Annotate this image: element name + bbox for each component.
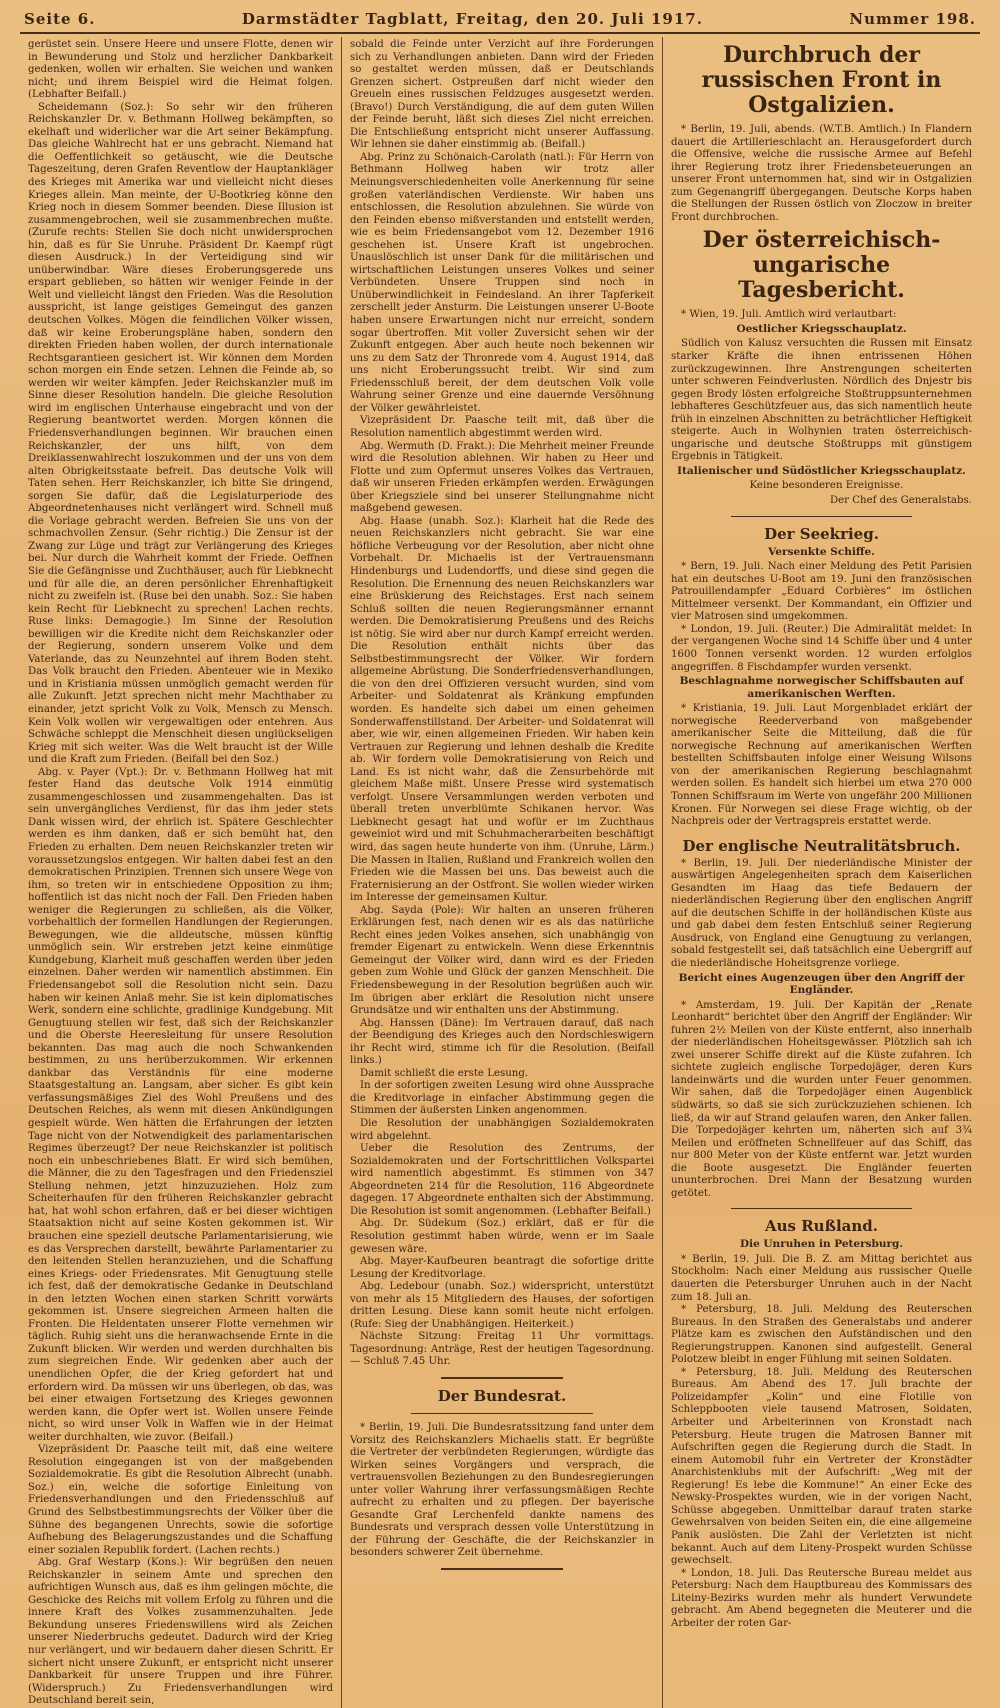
article-columns — [20, 37, 980, 1707]
paragraph: * Berlin, 19. Juli. Die B. Z. am Mittag berichtet aus Stockholm: Nach einer Meldung aus russischer Quelle dauerten die Petersburger Unruhen auch in der Nacht zum 18. Juli an. — [671, 1253, 972, 1303]
section-divider — [441, 1377, 563, 1379]
paragraph: * Berlin, 19. Juli. Die Bundesratssitzung fand unter dem Vorsitz des Reichskanzlers Michaelis statt. Er begrüßte die Vertreter der verbündeten Regierungen, würdigte das Wirken seines Vorgängers und versprach, die vertrauensvollen Beziehungen zu den Bundesregierungen unter voller Wahrung ihrer verfassungsmäßigen Rechte aufrecht zu erhalten und zu pflegen. Der bayerische Gesandte Graf Lerchenfeld dankte namens des Bundesrats und versprach dessen volle Unterstützung in der Führung der Geschäfte, die der Reichskanzler in besonders schwerer Zeit übernehme. — [350, 1421, 654, 1559]
paragraph: * Berlin, 19. Juli, abends. (W.T.B. Amtlich.) In Flandern dauert die Artillerieschlacht an. Herausgefordert durch die Offensive, welche die russische Armee auf Befehl ihrer Regierung trotz ihrer Friedensbeteuerungen an unserer Front unternommen hat, sind wir in Ostgalizien zum Gegenangriff übergegangen. Deutsche Korps haben die Stellungen der Russen östlich von Zloczow in breiter Front durchbrochen. — [671, 124, 972, 223]
paragraph: * Bern, 19. Juli. Nach einer Meldung des Petit Parisien hat ein deutsches U-Boot am 19. Juni den französischen Patrouillendampfer „Eduard Corbières“ im östlichen Mittelmeer versenkt. Der Kommandant, ein Offizier und vier Matrosen sind umgekommen. — [671, 561, 972, 623]
headline-front-breakthrough: Durchbruch der russischen Front in Ostgalizien. — [701, 42, 942, 118]
column-left — [20, 37, 341, 1708]
paragraph: Vizepräsident Dr. Paasche teilt mit, daß eine weitere Resolution eingegangen ist von der maßgebenden Sozialdemokratie. Es gibt die Resolution Albrecht (unabh. Soz.) ein, welche die sofortige Einleitung von Friedensverhandlungen und den Friedensschluß auf Grund des Selbstbestimmungsrechts der Völker über die Sühne des begangenen Unrechts, sowie die sofortige Aufhebung des Belagerungszustandes und die Schaffung einer sozialen Republik fordert. (Lachen rechts.) — [28, 1444, 333, 1556]
section-heading-bundesrat: Der Bundesrat. — [437, 1386, 567, 1405]
section-heading-russia: Aus Rußland. — [764, 1217, 878, 1236]
paragraph: Abg. Ledebour (unabh. Soz.) widerspricht, unterstützt von mehr als 15 Mitgliedern des Hauses, der sofortigen dritten Lesung. Diese kann somit heute nicht erfolgen. (Rufe: Sieg der Unabhängigen. Heiterkeit.) — [350, 1281, 654, 1330]
paragraph: Abg. Prinz zu Schönaich-Carolath (natl.): Für Herrn von Bethmann Hollweg haben wir trotz aller Meinungsverschiedenheiten volle Anerkennung für seine großen vaterländischen Verdienste. Wir haben uns entschlossen, die Resolution abzulehnen. Sie würde von den Feinden ebenso mißverstanden und entstellt werden, wie es beim Friedensangebot vom 12. Dezember 1916 geschehen ist. Unsere Kraft ist ungebrochen. Unauslöschlich ist unser Dank für die militärischen und wirtschaftlichen Leistungen unseres Volkes und seiner Verbündeten. Unsere Truppen sind noch in Unüberwindlichkeit in Feindesland. An ihrer Tapferkeit zerschellt jeder Ansturm. Die Leistungen unserer U-Boote haben unsere Erwartungen nicht nur erreicht, sondern sogar übertroffen. Mit voller Zuversicht sehen wir der Zukunft entgegen. Aber auch heute noch bekennen wir uns zu dem Satz der Thronrede vom 4. August 1914, daß uns nicht Eroberungssucht treibt. Wir sind zum Friedensschluß bereit, der dem deutschen Volk volle Wahrung seiner Grenze und eine dauernde Versöhnung der Völker gewährleistet. — [350, 151, 654, 414]
paragraph: Abg. Sayda (Pole): Wir halten an unseren früheren Erklärungen fest, nach denen wir es als das natürliche Recht eines jeden Volkes ansehen, sich unabhängig von fremder Eigenart zu entwickeln. Wenn diese Erkenntnis Gemeingut der Völker wird, dann wird es der Frieden geben zum Wohle und Glück der ganzen Menschheit. Die Friedensbewegung in der Resolution begrüßen auch wir. Im übrigen aber erklärt die Resolution nicht unsere Grundsätze und wir enthalten uns der Abstimmung. — [350, 904, 654, 1017]
paragraph: Die Resolution der unabhängigen Sozialdemokraten wird abgelehnt. — [350, 1118, 654, 1142]
paragraph: * Kristiania, 19. Juli. Laut Morgenbladet erklärt der norwegische Reederverband von maßgebender amerikanischer Seite die Mitteilung, daß die für norwegische Rechnung auf amerikanischen Werften bestellten Schiffsbauten infolge einer Weisung Wilsons von der amerikanischen Regierung beschlagnahmt werden sollen. Es handelt sich hierbei um etwa 270 000 Tonnen Schiffsraum im Werte von ungefähr 200 Millionen Kronen. Für Norwegen sei diese Frage wichtig, ob der Nachpreis oder der Vertragspreis erstattet werde. — [671, 703, 972, 828]
paragraph: sobald die Feinde unter Verzicht auf ihre Forderungen sich zu Verhandlungen anbieten. Dann wird der Frieden so gestaltet werden müssen, daß er Deutschlands Grenzen sichert. Ostpreußen darf nicht wieder den Greueln eines russischen Feldzuges ausgesetzt werden. (Bravo!) Durch Verständigung, die auf dem guten Willen der Feinde beruht, läßt sich dieses Ziel nicht erreichen. Die Entschließung entspricht nicht unserer Auffassung. Wir lehnen sie daher einstimmig ab. (Beifall.) — [350, 39, 654, 151]
masthead — [20, 8, 980, 34]
paragraph: Abg. Hanssen (Däne): Im Vertrauen darauf, daß nach der Beendigung des Krieges auch den Nordschleswigern ihr Recht wird, stimme ich für die Resolution. (Beifall links.) — [350, 1017, 654, 1067]
subheading-sunk-ships: Versenkte Schiffe. — [768, 545, 875, 558]
paragraph: * Petersburg, 18. Juli. Meldung des Reuterschen Bureaus. In den Straßen des Generalstabs und anderer Plätze kam es zwischen den Aufständischen und den Regierungstruppen. Kanonen sind aufgestellt. General Polotzew bleibt in enger Fühlung mit seinen Soldaten. — [671, 1304, 972, 1366]
newspaper-title-date: Darmstädter Tagblatt, Freitag, den 20. Juli 1917. — [241, 10, 703, 28]
paragraph: * Petersburg, 18. Juli. Meldung des Reuterschen Bureaus. Am Abend des 17. Juli brachte der Polizeidampfer „Kolin“ und eine Flotille von Schleppbooten viele tausend Matrosen, Soldaten, Arbeiter und Arbeiterinnen von Kronstadt nach Petersburg. Heute trugen die Matrosen Banner mit Aufschriften gegen die Regierung durch die Stadt. In einem Automobil fuhr ein Vertreter der Kronstädter Anarchistenklubs mit der Aufschrift: „Weg mit der Regierung! Es lebe die Kommune!“ An einer Ecke des Newsky-Prospektes wurden, wie in der vorigen Nacht, Schüsse abgegeben. Unmittelbar darauf traten starke Gewehrsalven von beiden Seiten ein, die eine allgemeine Panik auslösten. Die Zahl der Verletzten ist nicht bekannt. Auch auf dem Liteny-Prospekt wurden Schüsse gewechselt. — [671, 1366, 972, 1567]
paragraph: Scheidemann (Soz.): So sehr wir den früheren Reichskanzler Dr. v. Bethmann Hollweg bekämpften, so ekelhaft und widerlicher war die Art seiner Bekämpfung. Das gleiche Wahlrecht hat er uns gebracht. Niemand hat die Oeffentlichkeit so getäuscht, wie die Deutsche Tageszeitung, deren Grafen Reventlow der Hauptankläger des Krieges mit Amerika war und vielleicht nicht dieses Krieges allein. Man meinte, der U-Bootkrieg könne den Krieg noch in diesem Sommer beenden. Diese Illusion ist zusammengebrochen, weil sie zusammenbrechen mußte. (Zurufe rechts: Stellen Sie doch nicht unwidersprochen hin, daß es für Sie Unruhe. Präsident Dr. Kaempf rügt diesen Ausdruck.) In der Verteidigung sind wir unüberwindbar. Wäre dieses Eroberungsgerede uns erspart geblieben, so hätten wir weniger Feinde in der Welt und vielleicht längst den Frieden. Was die Resolution ausspricht, ist lange geistiges Gemeingut des ganzen deutschen Volkes. Mögen die feindlichen Völker wissen, daß wir keine Eroberungspläne haben, sondern den direkten Frieden haben wollen, der durch internationale Rechtsgarantieen gesichert ist. Wir können dem Morden schon morgen ein Ende setzen. Lehnen die Feinde ab, so werden wir weiter kämpfen. Jeder Reichskanzler muß im Sinne dieser Resolution handeln. Die gleiche Resolution wird im englischen Unterhause eingebracht und von der Regierung beantwortet werden. Morgen können die Friedensverhandlungen beginnen. Wir brauchen einen Reichskanzler, der uns hilft, von dem Dreiklassenwahlrecht loszukommen und der uns von dem alten Obrigkeitsstaate befreit. Das deutsche Volk will Taten sehen. Herr Reichskanzler, ich bitte Sie dringend, sorgen Sie dafür, daß die Legislaturperiode des Abgeordnetenhauses nicht verlängert wird. Schnell muß die Vorlage gebracht werden. Befreien Sie uns von der schmachvollen Zensur. (Sehr richtig.) Die Zensur ist der Zwang zur Lüge und trägt zur Verlängerung des Krieges bei. Nur durch die Wahrheit kommt der Friede. Oeffnen Sie die Gefängnisse und Zuchthäuser, auch für Liebknecht und für alle die, an deren persönlicher Ehrenhaftigkeit nicht zu zweifeln ist. (Ruse bei den unabh. Soz.: Sie haben kein Recht für Liebknecht zu sprechen! Lachen rechts. Ruse links: Demagogie.) Im Sinne der Resolution bewilligen wir die Kredite nicht dem Reichskanzler oder der Regierung, sondern unserem Volke und dem Vaterlande, das zu Neunzehntel auf ihrem Boden steht. Das Volk braucht den Frieden. Abenteuer wie in Mexiko und in Kristiania müssen unmöglich gemacht werden für alle Zukunft. Jetzt sprechen nicht mehr Machthaber zu einander, jetzt spricht Volk zu Volk, Mensch zu Mensch. Kein Volk wollen wir vergewaltigen oder entehren. Aus Schwäche schleppt die Menschheit diesen unglückseligen Krieg mit sich weiter. Was die Welt braucht ist der Wille und die Kraft zum Frieden. (Beifall bei den Soz.) — [28, 101, 333, 766]
issue-number: Nummer 198. — [849, 10, 976, 28]
paragraph: Südlich von Kalusz versuchten die Russen mit Einsatz starker Kräfte die ihnen entrissenen Höhen zurückzugewinnen. Ihre Anstrengungen scheiterten unter schweren Feindverlusten. Nördlich des Dnjestr bis gegen Brody lösten erfolgreiche Stoßtruppsunternehmen lebhafteres Geschützfeuer aus, das sich namentlich heute früh in einzelnen Abschnitten zu beträchtlicher Heftigkeit steigerte. Auch in Wolhynien traten österreichisch-ungarische und deutsche Stoßtrupps mit günstigem Ergebnis in Tätigkeit. — [671, 338, 972, 463]
paragraph: Abg. Haase (unabh. Soz.): Klarheit hat die Rede des neuen Reichskanzlers nicht gebracht. Sie war eine höfliche Verbeugung vor der Resolution, aber nicht ohne Vorbehalt. Dr. Michaelis ist der Vertrauensmann Hindenburgs und Ludendorffs, und diese sind gegen die Resolution. Die Ernennung des neuen Reichskanzlers war eine Brüskierung des Reichstages. Erst nach seinem Schluß sollten die neuen Regierungsmänner ernannt werden. Die Demokratisierung Preußens und des Reichs ist nötig. Sie wird aber nur durch Kampf erreicht werden. Die Resolution enthält nichts über das Selbstbestimmungsrecht der Völker. Wir fordern allgemeine Abrüstung. Die Sonderfriedensverhandlungen, die von den drei Offizieren versucht wurden, sind vom Arbeiter- und Soldatenrat als Kränkung empfunden worden. Es handelte sich dabei um einen geheimen Sonderwaffenstillstand. Der Arbeiter- und Soldatenrat will aber, wie wir, einen allgemeinen Frieden. Wir haben kein Vertrauen zur Regierung und lehnen deshalb die Kredite ab. Wir fordern volle Demokratisierung von Reich und Land. Es ist nicht wahr, daß die Zensurbehörde mit gleichem Maße mißt. Unsere Presse wird systematisch verfolgt. Unsere Versammlungen werden verboten und überall treten unverblümte Schikanen hervor. Was Liebknecht gesagt hat und wofür er im Zuchthaus geweiniot wird und mit Schuhmacherarbeiten beschäftigt wird, das sagen heute hunderte von ihm. (Unruhe, Lärm.) Die Massen in Italien, Rußland und Frankreich wollen den Frieden wie die Massen bei uns. Das beweist auch die Fraternisierung an der Ostfront. Sie wollen wieder wirken im Interesse der gemeinsamen Kultur. — [350, 515, 654, 904]
paragraph: Ueber die Resolution des Zentrums, der Sozialdemokraten und der Fortschrittlichen Volkspartei wird namentlich abgestimmt. Es stimmen von 347 Abgeordneten 214 für die Resolution, 116 Abgeordnete dagegen. 17 Abgeordnete enthalten sich der Abstimmung. Die Resolution ist somit angenommen. (Lebhafter Beifall.) — [350, 1143, 654, 1217]
paragraph: * London, 18. Juli. Das Reutersche Bureau meldet aus Petersburg: Nach dem Hauptbureau des Kommissars des Liteiny-Bezirks wurden mehr als hundert Verwundete gebracht. Am Abend begegneten die Meuterer und die Arbeiter der roten Gar- — [671, 1567, 972, 1629]
paragraph: Damit schließt die erste Lesung. — [360, 1067, 529, 1079]
section-divider — [411, 1413, 593, 1414]
paragraph: Abg. Dr. Südekum (Soz.) erklärt, daß er für die Resolution gestimmt haben würde, wenn er im Saale gewesen wäre. — [350, 1218, 654, 1255]
paragraph: * Berlin, 19. Juli. Der niederländische Minister der auswärtigen Angelegenheiten sprach dem Kaiserlichen Gesandten im Haag das tiefe Bedauern der niederländischen Regierung über den englischen Angriff auf die deutschen Schiffe in der holländischen Küste aus und gab dabei dem festen Entschluß seiner Regierung Ausdruck, von England eine Genugtuung zu verlangen, sobald festgestellt sei, daß tatsächlich eine Uebergriff auf die niederländische Hoheitsgrenze vorliege. — [671, 857, 972, 969]
paragraph: In der sofortigen zweiten Lesung wird ohne Aussprache die Kreditvorlage in einfacher Abstimmung gegen die Stimmen der äußersten Linken angenommen. — [350, 1080, 654, 1117]
subheading-petersburg-unrest: Die Unruhen in Petersburg. — [739, 1238, 904, 1251]
signature: Der Chef des Generalstabs. — [829, 495, 972, 507]
paragraph: * Amsterdam, 19. Juli. Der Kapitän der „Renate Leonhardt“ berichtet über den Angriff der Engländer: Wir fuhren 2½ Meilen von der Küste entfernt, also innerhalb der niederländischen Hoheitsgewässer. Plötzlich sah ich zwei unserer Schiffe direkt auf die Küste zufahren. Ich sichtete zugleich englische Torpedojäger, deren Kurs landeinwärts und die wurden unter Feuer genommen. Wir sahen, daß die Torpedojäger einen Augenblick südwärts, so daß sie sich zurückzuziehen schienen. Ich ließ, da wir auf Strand gelaufen waren, den Anker fallen. Die Torpedojäger kehrten um, näherten sich auf 3¾ Meilen und eröffneten Schnellfeuer auf das Schiff, das nur 800 Meter von der Küste entfernt war. Jetzt wurden die Boote ausgesetzt. Die Engländer feuerten ununterbrochen. Drei Mann der Besatzung wurden getötet. — [671, 999, 972, 1199]
paragraph: Abg. Graf Westarp (Kons.): Wir begrüßen den neuen Reichskanzler in seinem Amte und sprechen den aufrichtigen Wunsch aus, daß es ihm gelingen möchte, die Geschicke des Reichs mit vollem Erfolg zu führen und die innere Kraft des Volkes zusammenzuhalten. Jede Bekundung unseres Friedenswillens wird als Zeichen unserer Niederbruchs gedeutet. Dadurch wird der Krieg nur verlängert, und wir bedauern daher diesen Schritt. Er sichert nicht unsere Zukunft, er entspricht nicht unserer Dankbarkeit für unsere Truppen und ihre Führer. (Widerspruch.) Zu Friedensverhandlungen wird Deutschland bereit sein, — [28, 1557, 333, 1707]
paragraph: Keine besonderen Ereignisse. — [749, 480, 904, 492]
subheading-norwegian-ships: Beschlagnahme norwegischer Schiffsbauten auf amerikanischen Werften. — [679, 675, 964, 700]
page-number: Seite 6. — [24, 10, 96, 28]
column-middle — [341, 37, 662, 1708]
section-divider — [731, 516, 912, 517]
section-heading-neutrality: Der englische Neutralitätsbruch. — [682, 836, 961, 855]
section-divider — [441, 1568, 563, 1570]
paragraph: Abg. Wermuth (D. Frakt.): Die Mehrheit meiner Freunde wird die Resolution ablehnen. Wir haben zu Heer und Flotte und zum Opfermut unseres Volkes das Vertrauen, daß wir unseren Frieden erkämpfen werden. Erwägungen über Kriegsziele sind bei unserer Stellungnahme nicht maßgebend gewesen. — [350, 440, 654, 515]
paragraph: Abg. Mayer-Kaufbeuren beantragt die sofortige dritte Lesung der Kreditvorlage. — [350, 1256, 654, 1280]
paragraph: * London, 19. Juli. (Reuter.) Die Admiralität meldet: In der vergangenen Woche sind 14 Schiffe über und 4 unter 1600 Tonnen versenkt worden. 12 wurden erfolglos angegriffen. 8 Fischdampfer wurden versenkt. — [671, 623, 972, 673]
paragraph: Vizepräsident Dr. Paasche teilt mit, daß über die Resolution namentlich abgestimmt werden wird. — [350, 415, 654, 439]
subheading-eyewitness: Bericht eines Augenzeugen über den Angriff der Engländer. — [678, 971, 965, 997]
section-divider — [731, 1208, 912, 1209]
subheading-eastern-front: Oestlicher Kriegsschauplatz. — [736, 322, 907, 335]
section-heading-naval-war: Der Seekrieg. — [764, 524, 879, 543]
subheading-italian-front: Italienischer und Südöstlicher Kriegsschauplatz. — [677, 464, 966, 477]
paragraph: Nächste Sitzung: Freitag 11 Uhr vormittags. Tagesordnung: Anträge, Rest der heutigen Tagesordnung. — Schluß 7.45 Uhr. — [350, 1331, 654, 1368]
paragraph: Abg. v. Payer (Vpt.): Dr. v. Bethmann Hollweg hat mit fester Hand das deutsche Volk 1914 einmütig zusammengeschlossen und zusammengehalten. Das ist sein unvergängliches Verdienst, für das ihm jeder stets Dank wissen wird, der ehrlich ist. Spätere Geschlechter werden es ihm danken, daß er sich bemüht hat, den Frieden zu erhalten. Dem neuen Reichskanzler treten wir voraussetzungslos entgegen. Wir halten dabei fest an den demokratischen Prinzipien. Trennen sich unsere Wege von ihm, so treten wir in entschiedene Opposition zu ihm; hoffentlich ist das nicht noch der Fall. Den Frieden haben weniger die Regierungen zu schließen, als die Völker, vorbehaltlich der formellen Handlungen der Regierungen. Bewegungen, wie die alldeutsche, müssen künftig unmöglich sein. Wir erstreben jetzt keine einmütige Kundgebung, Klarheit muß geschaffen werden über jeden einzelnen. Daher werden wir namentlich abstimmen. Ein Friedensangebot soll die Resolution nicht sein. Dazu haben wir keinen Anlaß mehr. Sie ist kein diplomatisches Werk, sondern eine schlichte, gradlinige Kundgebung. Mit Genugtuung stellen wir fest, daß sich der Reichskanzler und die Oberste Heeresleitung für unsere Resolution bekannten. Das mag auch die noch Schwankenden bestimmen, zu uns herüberzukommen. Wir erkennen dankbar das Verständnis für eine moderne Staatsgestaltung an. Langsam, aber sicher. Es gibt kein verfassungsmäßiges Ziel des Wohl Preußens und des Deutschen Reiches, als wenn mit diesen Ankündigungen gespielt würde. Wen hätten die Erfahrungen der letzten Tage nicht von der Notwendigkeit des parlamentarischen Regimes überzeugt? Der neue Reichskanzler ist politisch noch ein unbeschriebenes Blatt. Er wird sich bemühen, die Männer, die zu den Tagesfragen und den Friedensziel Stellung nehmen, jetzt hinzuzuziehen. Holz zum Scheiterhaufen für den früheren Reichskanzler gebracht hat, hat wohl schon erfahren, daß er bei dieser wichtigen Staatsaktion nicht auf seine Kosten gekommen ist. Wir brauchen eine speziell deutsche Parlamentarisierung, wie es das Versprechen darstellt, bewährte Parlamentarier zu den leitenden Stellen heranzuziehen, und die Schaffung eines Kriegs- oder Friedensrates. Mit Genugtuung stelle ich fest, daß der demokratische Gedanke in Deutschland in den letzten Wochen einen starken Schritt vorwärts gekommen ist. Unsere siegreichen Armeen halten die Fronten. Die Heldentaten unserer Flotte vernehmen wir täglich. Ruhig sieht uns die heranwachsende Ernte in die Zukunft blicken. Wir werden und werden durchhalten bis zum siegreichen Ende. Wir gedenken aber auch der unendlichen Opfer, die der Krieg gefordert hat und erfordern wird. Da müssen wir uns überlegen, ob das, was bei einer etwaigen Fortsetzung des Krieges gewonnen werden kann, die Opfer wert ist. Wollen unsere Feinde nicht, so wird unser Volk in Waffen wie in der Heimat weiter durchhalten, wie zuvor. (Beifall.) — [28, 766, 333, 1443]
paragraph: * Wien, 19. Juli. Amtlich wird verlautbart: — [681, 309, 897, 321]
column-right — [662, 37, 980, 1708]
paragraph: gerüstet sein. Unsere Heere und unsere Flotte, denen wir in Bewunderung und Stolz und herzlicher Dankbarkeit gedenken, wollen wir erhalten. Sie weichen und wanken nicht; und ihrem Beispiel wird die Heimat folgen. (Lebhafter Beifall.) — [28, 39, 333, 101]
headline-austro-hungarian-report: Der österreichisch-ungarische Tagesbericht. — [702, 227, 941, 304]
